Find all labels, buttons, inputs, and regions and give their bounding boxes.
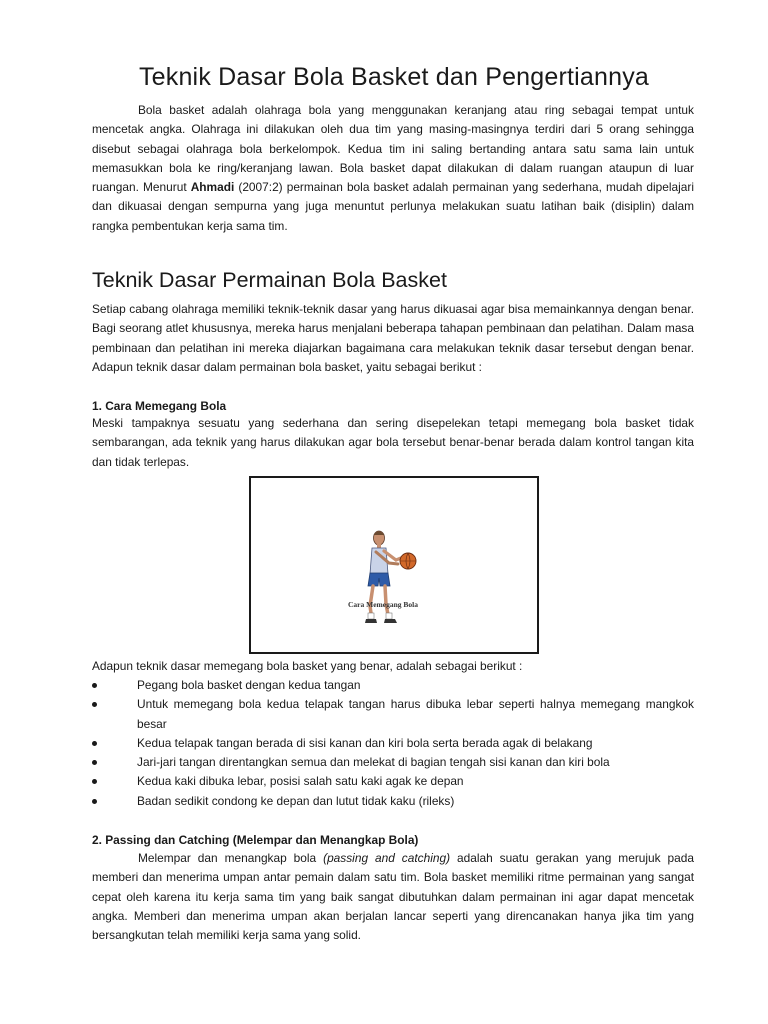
list-item: Jari-jari tangan direntangkan semua dan melekat di bagian tengah sisi kanan dan kiri bola — [92, 753, 694, 772]
list-item: Kedua kaki dibuka lebar, posisi salah satu kaki agak ke depan — [92, 772, 694, 791]
figure-caption: Cara Memegang Bola — [348, 600, 418, 609]
subsection1-heading: 1. Cara Memegang Bola — [92, 399, 227, 413]
technique-list — [92, 676, 694, 811]
passing-catching-term: (passing and catching) — [323, 851, 451, 865]
document-title: Teknik Dasar Bola Basket dan Pengertiannya — [138, 63, 650, 91]
bullet-icon — [92, 702, 97, 707]
subsection1-paragraph: Meski tampaknya sesuatu yang sederhana dan sering disepelekan tetapi memegang bola basket tidak sembarangan, ada teknik yang harus dilakukan agar bola tersebut benar-benar berada dalam kontrol tangan kita dan tidak terlepas. — [92, 416, 694, 469]
intro-text-start: Bola basket adalah olahraga bola yang menggunakan keranjang atau ring sebagai tempat untuk mencetak angka. Olahraga ini dilakukan oleh dua tim yang masing-masingnya terdiri dari 5 orang sehingga disebut sebagai olahraga bola berkelompok. Kedua tim ini saling bertanding antara satu sama lain untuk memasukkan bola ke ring/keranjang lawan. Bola basket dapat dilakukan di dalam ruangan ataupun di luar ruangan. Menurut — [92, 103, 694, 195]
section-heading: Teknik Dasar Permainan Bola Basket — [92, 268, 447, 292]
intro-text-end: (2007:2) permainan bola basket adalah permainan yang sederhana, mudah dipelajari dan dikuasai dengan sempurna yang juga menuntut perlunya melakukan suatu latihan baik (disiplin) dalam rangka pembentukan kerja sama tim. — [92, 180, 694, 233]
subsection2-heading: 2. Passing dan Catching (Melempar dan Menangkap Bola) — [92, 833, 419, 847]
intro-paragraph — [92, 101, 694, 236]
list-item: Badan sedikit condong ke depan dan lutut tidak kaku (rileks) — [92, 792, 694, 811]
section-intro-paragraph: Setiap cabang olahraga memiliki teknik-teknik dasar yang harus dikuasai agar bisa memainkannya dengan benar. Bagi seorang atlet khususnya, mereka harus menjalani beberapa tahapan pembinaan dan pelatihan. Dalam masa pembinaan dan pelatihan ini mereka diajarkan bagaimana cara melakukan teknik dasar tersebut dengan benar. Adapun teknik dasar dalam permainan bola basket, yaitu sebagai berikut : — [92, 302, 694, 374]
figure-holding-ball — [249, 476, 539, 654]
list-intro: Adapun teknik dasar memegang bola basket yang benar, adalah sebagai berikut : — [92, 659, 523, 673]
bullet-icon — [92, 683, 97, 688]
subsection2-paragraph: Melempar dan menangkap bola (passing and catching) adalah suatu gerakan yang merujuk pada memberi dan menerima umpan antar pemain dalam satu tim. Bola basket memiliki ritme permainan yang sangat cepat oleh karena itu kerja sama tim yang baik sangat dibutuhkan dalam permainan ini agar dapat mencetak angka. Memberi dan menerima umpan akan berjalan lancar seperti yang direncanakan hanya jika tim yang bersangkutan telah memiliki kerja sama yang solid. — [92, 851, 694, 943]
bullet-icon — [92, 760, 97, 765]
bullet-icon — [92, 799, 97, 804]
bullet-icon — [92, 741, 97, 746]
list-item: Kedua telapak tangan berada di sisi kanan dan kiri bola serta berada agak di belakang — [92, 734, 694, 753]
list-item: Untuk memegang bola kedua telapak tangan harus dibuka lebar seperti halnya memegang mangkok besar — [92, 695, 694, 734]
list-item: Pegang bola basket dengan kedua tangan — [92, 676, 694, 695]
author-name: Ahmadi — [190, 180, 235, 195]
player-holding-ball-illustration — [251, 478, 537, 652]
bullet-icon — [92, 779, 97, 784]
